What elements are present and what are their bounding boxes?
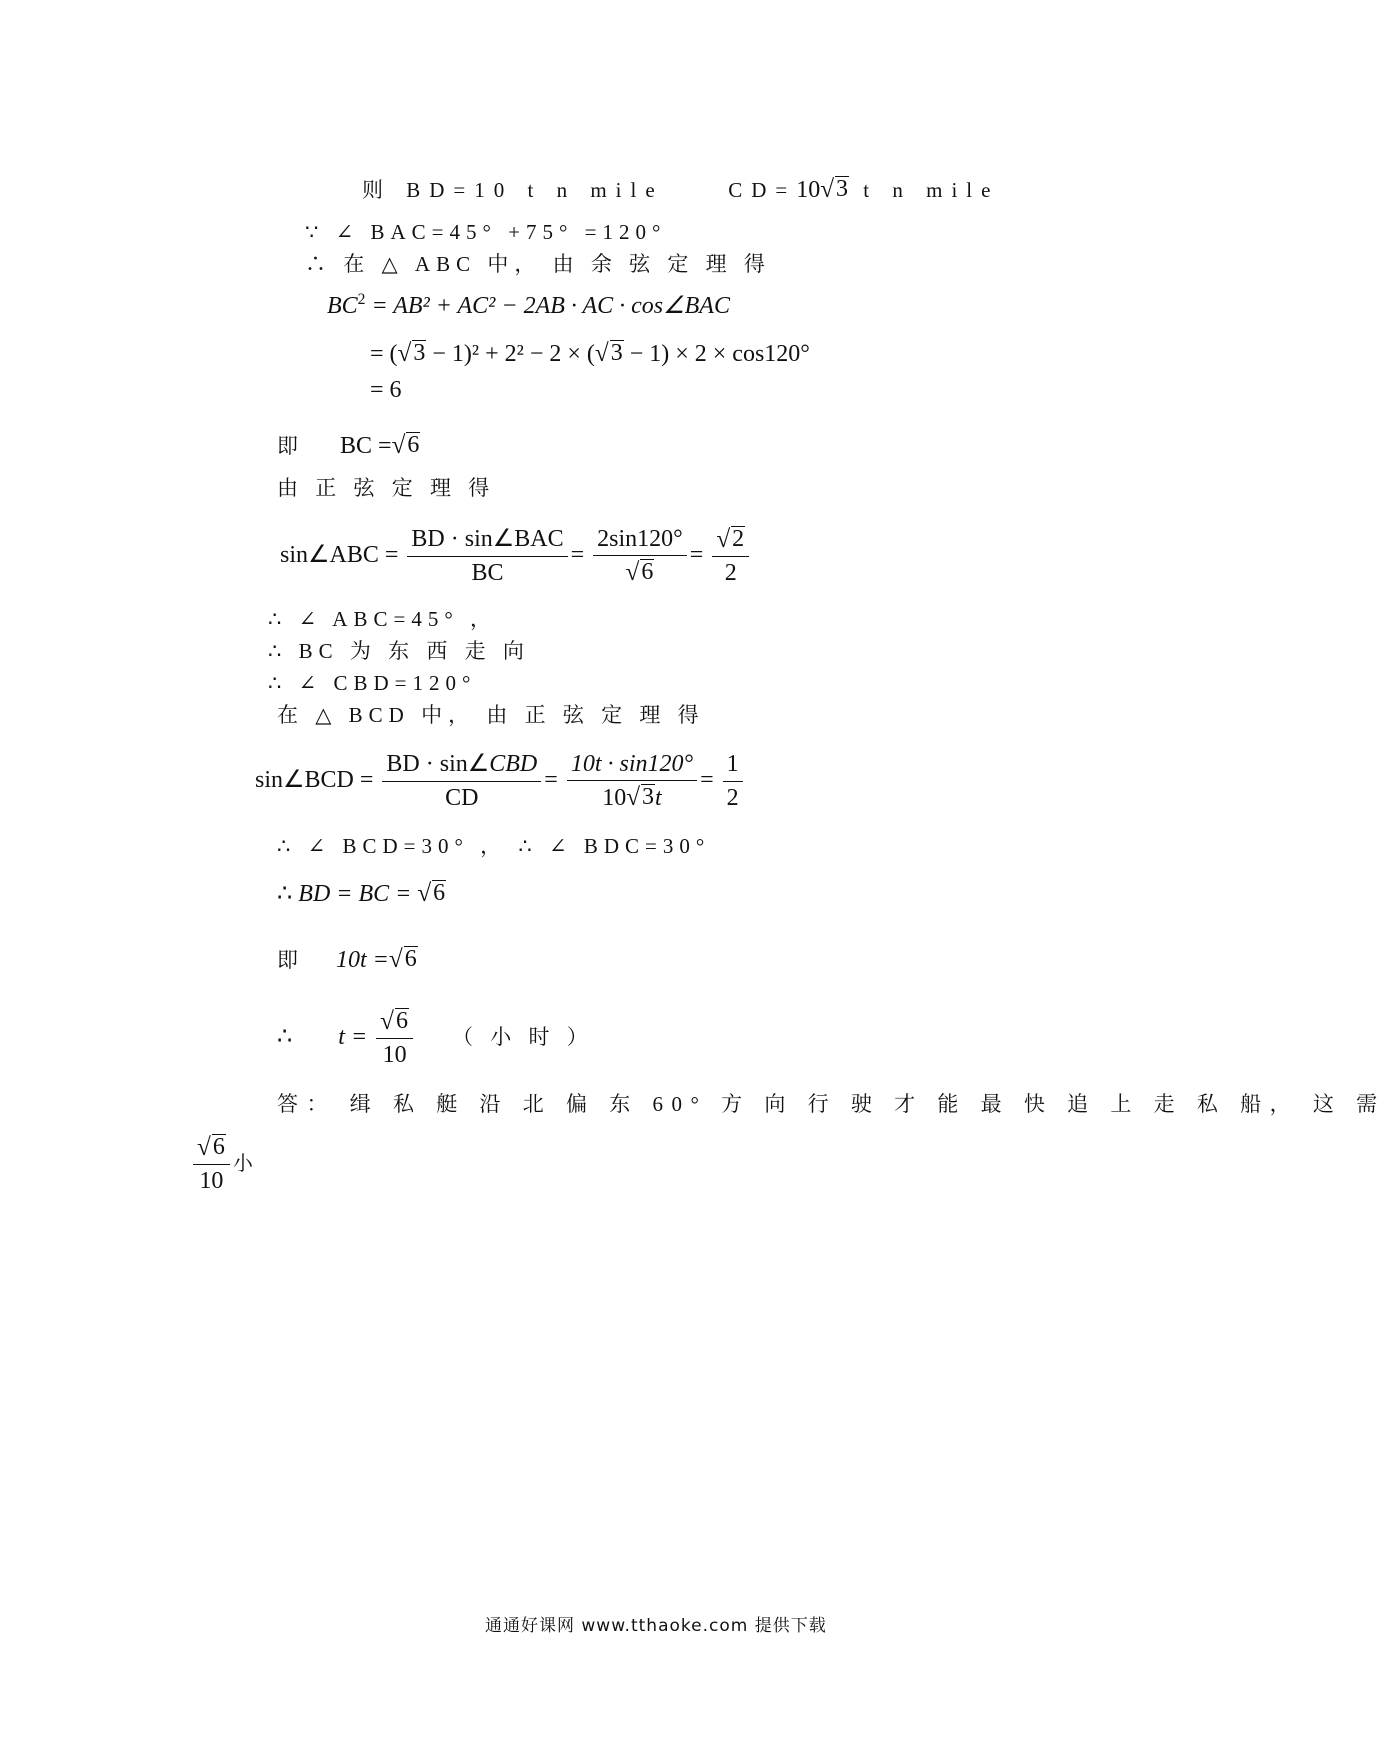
line-bc-result: 即 BC = √ 6 xyxy=(277,431,420,459)
line-triangle-bcd: 在 △ BCD 中， 由 正 弦 定 理 得 xyxy=(277,703,705,727)
fraction-5: 10t · sin120° 10 √ 3 t xyxy=(567,751,697,812)
line-bd-cd xyxy=(362,176,999,202)
fraction-4: $\frac{\text{BD · sin∠CBD}}{CD}$ xyxy=(382,751,541,811)
line-sin-bcd: sin∠BCD = $\frac{\text{BD · sin∠CBD}}{CD}$ = 10t · sin120° 10 √ 3 t = $\frac{1}{2}$ xyxy=(255,751,746,812)
line-substitution: = ( √ 3 − 1)² + 2² − 2 × ( √ 3 − 1) × 2 × cos120° xyxy=(370,339,810,367)
fraction-answer: √ 6 10 xyxy=(193,1134,230,1195)
line-bc-direction: ∴ BC 为 东 西 走 向 xyxy=(268,639,530,663)
fraction-1: $\frac{\text{BD · sin∠BAC}}{BC}$ xyxy=(407,526,567,586)
line-triangle-abc: ∴ 在 △ ABC 中， 由 余 弦 定 理 得 xyxy=(305,252,771,276)
fraction-3: √ 2 2 xyxy=(712,526,749,587)
line-bcd-bdc-30: ∴ ∠ BCD=30° ， ∴ ∠ BDC=30° xyxy=(277,834,711,858)
line-abc-45: ∴ ∠ ABC=45° ， xyxy=(268,607,497,631)
line-sin-abc: sin∠ABC = $\frac{\text{BD · sin∠BAC}}{BC}$ = 2sin120° √ 6 = √ 2 2 xyxy=(280,526,752,587)
fraction-6: $\frac{1}{2}$ xyxy=(723,751,743,811)
cosine-rhs: = AB² + AC² − 2AB · AC · cos∠BAC xyxy=(371,293,730,319)
line-cbd-120: ∴ ∠ CBD=120° xyxy=(268,671,477,695)
line-bd-equals-bc: ∴ BD = BC = √ 6 xyxy=(277,879,446,907)
fraction-t: √ 6 10 xyxy=(376,1008,413,1069)
cd-label: CD= xyxy=(728,177,797,202)
line-angle-bac: ∵ ∠ BAC=45° +75° =120° xyxy=(305,220,667,244)
line-equals-6: = 6 xyxy=(370,377,402,403)
bc-var: BC xyxy=(327,293,358,319)
fraction-2: 2sin120° √ 6 xyxy=(593,526,687,587)
line-sine-law: 由 正 弦 定 理 得 xyxy=(277,476,496,500)
line-t-result: ∴ t = √ 6 10 （ 小 时 ） xyxy=(277,1007,594,1069)
bd-text: 则 BD=10 t n mile xyxy=(362,177,664,202)
sqrt-3: √ 3 xyxy=(820,175,849,203)
line-answer: 答： 缉 私 艇 沿 北 偏 东 60° 方 向 行 驶 才 能 最 快 追 上 走 私 船， 这 需 xyxy=(277,1092,1386,1116)
cd-unit: t n mile xyxy=(863,177,1000,202)
cd-coef: 10 xyxy=(796,176,821,203)
line-10t: 即 10t = √ 6 xyxy=(277,945,417,973)
footer-source: 通通好课网 www.tthaoke.com 提供下载 xyxy=(485,1616,827,1636)
line-cosine-law: $BC^2 = AB^2 + AC^2 - 2AB$ · AC · cos∠BAC xyxy=(327,291,730,319)
line-answer-continued: √ 6 10 小 xyxy=(190,1134,253,1195)
